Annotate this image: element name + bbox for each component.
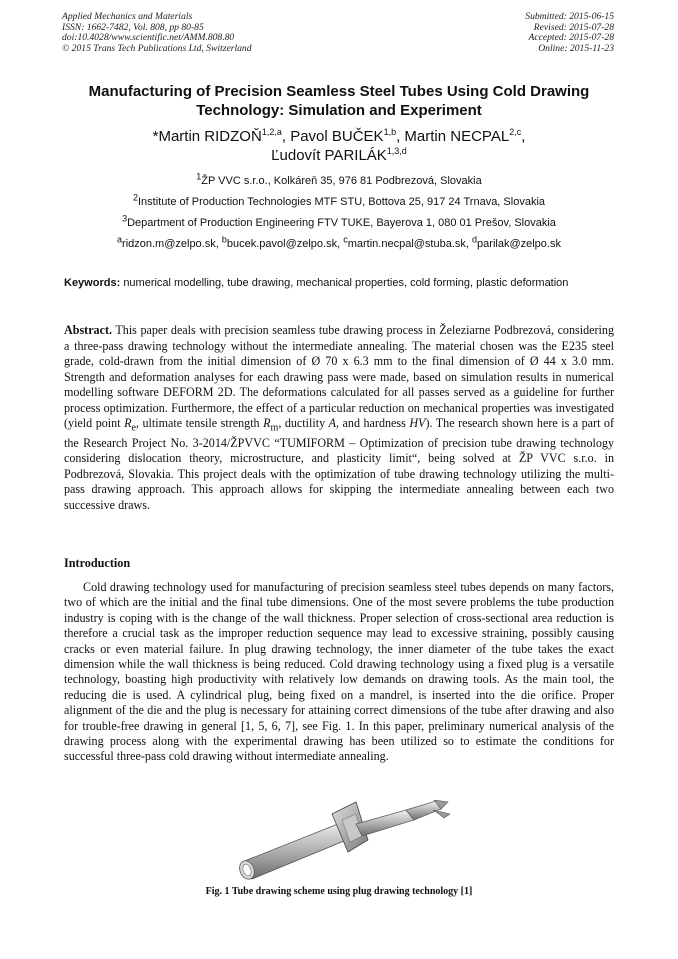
- title-line-1: Manufacturing of Precision Seamless Steel Tubes Using Cold Drawing: [88, 83, 590, 100]
- journal-name: Applied Mechanics and Materials: [62, 11, 193, 22]
- email-link[interactable]: parilak@zelpo.sk: [477, 238, 561, 250]
- author-separator: ,: [521, 128, 526, 145]
- keywords-text: numerical modelling, tube drawing, mechanical properties, cold forming, plastic deformation: [123, 277, 569, 289]
- author-name: Martin NECPAL: [404, 128, 510, 145]
- abstract-text: , and hardness: [336, 416, 410, 430]
- author-superscript: 1,2,a: [261, 127, 282, 137]
- journal-header: [62, 12, 252, 54]
- author-superscript: 1,3,d: [386, 146, 407, 156]
- introduction-paragraph: Cold drawing technology used for manufacturing of precision seamless steel tubes depends on many factors, two of which are the initial and the final tube dimensions. One of the most severe problems the tube production industry is coping with is the change of the wall thickness. Proper selection of cross-sectional area reduction is therefore a crucial task as the improper reduction sequence may lead to excessive straining, possibly causing cracks or even material failure. In plug drawing technology, the inner diameter of the tube takes the exact dimension while the wall thickness is being reduced. Cold drawing technology using a fixed plug is a versatile technology, boasting high productivity with relatively low demands on drawing tools. As the main tool, the reducing die is used. A cylindrical plug, being fixed on a mandrel, is inserted into the die orifice. Proper alignment of the die and the plug is necessary for attaining correct dimensions of the tube after drawing and also for trouble-free drawing in general [1, 5, 6, 7], see Fig. 1. In this paper, preliminary numerical analysis of the drawing process along with the experimental drawing has been utilized so to estimate the conditions for successful three-pass cold drawing without intermediate annealing.: [64, 580, 614, 764]
- affiliation-3: [30, 213, 648, 229]
- symbol-hardness: HV: [409, 416, 426, 430]
- symbol-subscript: m: [270, 422, 279, 434]
- author-name: *Martin RIDZOŇ: [152, 128, 262, 145]
- email-list: $^a$ridzon.m@zelpo.sk, $^b$bucek.pavol@zelpo.sk, $^c$martin.necpal@stuba.sk, $^d$parilak@zelpo.sk: [117, 234, 561, 250]
- keywords: [64, 276, 614, 291]
- journal-issn: ISSN: 1662-7482, Vol. 808, pp 80-85: [62, 21, 204, 33]
- abstract-text: This paper deals with precision seamless tube drawing process in Železiarne Podbrezová, considering a three-pass drawing technology without the intermediate annealing. The material chosen was the E235 steel grade, cold-drawn from the initial dimension of Ø 70 x 6.3 mm to the final dimension of Ø 44 x 3.0 mm. Strength and deformation analyses for each drawing pass were made, based on simulation results in numerical modelling software DEFORM 2D. The deformations calculated for all passes served as a guideline for further process optimization. Furthermore, the effect of a particular reduction on mechanical properties was investigated (yield point: [64, 323, 614, 430]
- symbol-ductility: A: [328, 416, 337, 430]
- title-line-2: Technology: Simulation and Experiment: [196, 102, 482, 119]
- affiliation-superscript: 3: [122, 213, 128, 224]
- tube-drawing-figure: [230, 800, 460, 880]
- author-name: Pavol BUČEK: [290, 128, 384, 145]
- email-link[interactable]: martin.necpal@stuba.sk: [347, 238, 466, 250]
- affiliation-2: [30, 192, 648, 208]
- section-heading: Introduction: [64, 556, 131, 570]
- email-superscript: c: [343, 234, 348, 245]
- affiliation-superscript: 2: [132, 192, 138, 203]
- abstract: [64, 323, 614, 513]
- affiliation-text: Institute of Production Technologies MTF STU, Bottova 25, 917 24 Trnava, Slovakia: [137, 196, 546, 208]
- paper-title: [50, 82, 628, 120]
- author-superscript: 2,c: [509, 127, 522, 137]
- affiliation-1: [30, 171, 648, 187]
- author-superscript: 1,b: [383, 127, 397, 137]
- journal-doi: doi:10.4028/www.scientific.net/AMM.808.80: [62, 32, 235, 44]
- date-accepted: Accepted: 2015-07-28: [528, 32, 614, 44]
- affiliation-text: ŽP VVC s.r.o., Kolkáreň 35, 976 81 Podbrezová, Slovakia: [201, 175, 482, 187]
- author-list: [40, 127, 638, 165]
- email-superscript: d: [472, 234, 478, 245]
- dates-header: [525, 12, 614, 54]
- affiliation-text: Department of Production Engineering FTV TUKE, Bayerova 1, 080 01 Prešov, Slovakia: [127, 217, 556, 229]
- symbol-subscript: e: [131, 422, 136, 434]
- abstract-text: ). The research shown here is a part of the Research Project No. 3-2014/ŽPVVC “TUMIFORM – Optimization of precision tube drawing technology considering dislocation theory, microstructure, and plasticity limit“, being solved at ŽP VVC s.r.o. in Podbrezová, Slovakia. This project deals with the optimization of tube drawing technology utilizing the multi-pass drawing approach. This approach allows for skipping the intermediate annealing between each two successive draws.: [64, 416, 614, 512]
- date-revised: Revised: 2015-07-28: [533, 21, 614, 33]
- abstract-label: Abstract.: [64, 323, 113, 337]
- email-link[interactable]: ridzon.m@zelpo.sk: [122, 238, 216, 250]
- email-superscript: b: [221, 234, 227, 245]
- email-link[interactable]: bucek.pavol@zelpo.sk: [226, 238, 338, 250]
- abstract-text: , ductility: [278, 416, 329, 430]
- symbol-yield-point: R: [124, 416, 132, 430]
- email-superscript: a: [117, 234, 123, 245]
- abstract-text: , ultimate tensile strength: [135, 416, 264, 430]
- figure-caption: Fig. 1 Tube drawing scheme using plug drawing technology [1]: [205, 886, 473, 897]
- author-name: Ľudovít PARILÁK: [271, 147, 387, 164]
- author-separator: ,: [281, 128, 291, 145]
- date-submitted: Submitted: 2015-06-15: [525, 11, 614, 22]
- keywords-label: Keywords:: [64, 277, 121, 289]
- date-online: Online: 2015-11-23: [538, 42, 614, 54]
- author-separator: ,: [396, 128, 405, 145]
- affiliation-superscript: 1: [196, 171, 202, 182]
- journal-copyright: © 2015 Trans Tech Publications Ltd, Switzerland: [62, 42, 252, 54]
- symbol-tensile-strength: R: [263, 416, 271, 430]
- plug-mandrel: [356, 800, 450, 836]
